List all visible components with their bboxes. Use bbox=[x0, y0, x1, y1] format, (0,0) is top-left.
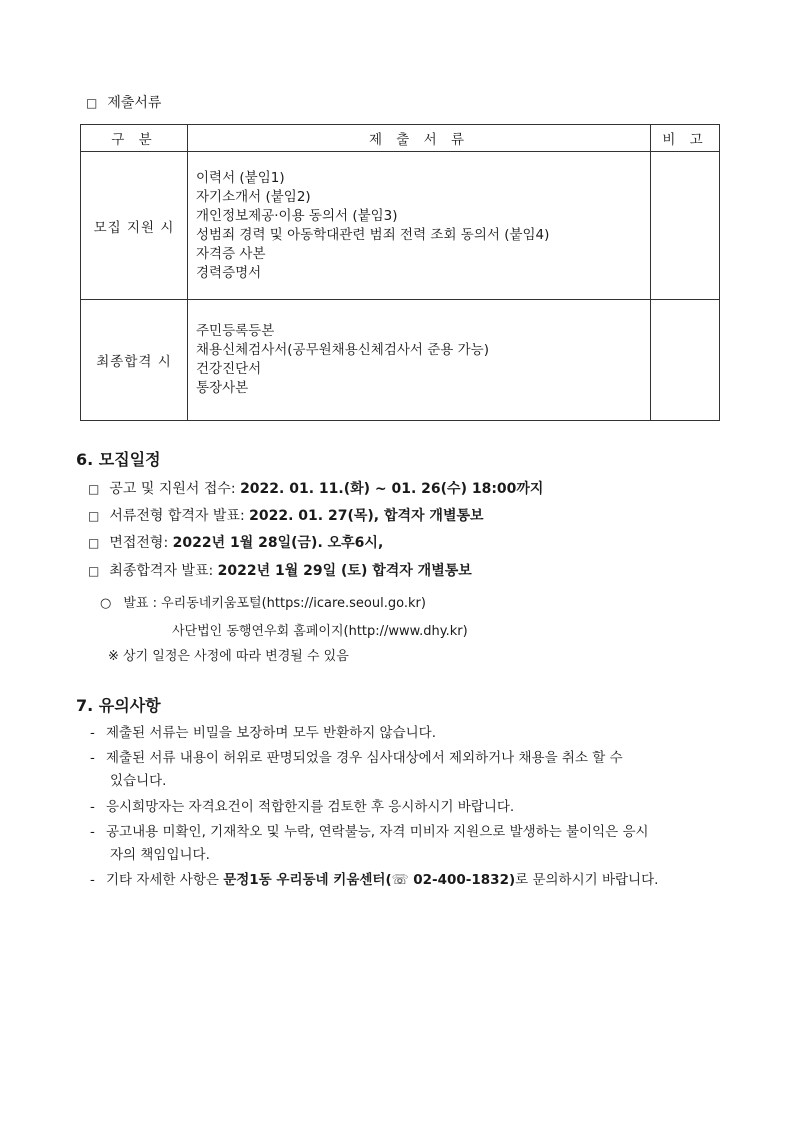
row-items bbox=[188, 300, 651, 421]
caution-text-continued: 자의 책임입니다. bbox=[110, 847, 210, 863]
schedule-label: 최종합격자 발표: bbox=[109, 563, 218, 579]
announcement-text: 발표 : 우리동네키움포털(https://icare.seoul.go.kr) bbox=[123, 596, 426, 611]
caution-text-continued: 있습니다. bbox=[110, 773, 167, 789]
center-name: 문정1동 우리동네 키움센터( bbox=[223, 872, 392, 888]
announcement-second: 사단법인 동행연우회 홈페이지(http://www.dhy.kr) bbox=[172, 624, 468, 639]
dash-bullet: - bbox=[90, 872, 95, 888]
checkbox-square-icon: □ bbox=[88, 509, 100, 523]
schedule-item bbox=[88, 478, 543, 498]
dash-bullet: - bbox=[90, 750, 95, 766]
list-item: 건강진단서 bbox=[196, 361, 262, 377]
circle-bullet-icon: ○ bbox=[100, 596, 112, 611]
phone-icon: ☏ bbox=[391, 872, 409, 888]
caution-text: 로 문의하시기 바랍니다. bbox=[515, 872, 659, 888]
schedule-item bbox=[88, 532, 383, 552]
dash-bullet: - bbox=[90, 725, 95, 741]
documents-table bbox=[80, 124, 720, 421]
schedule-item bbox=[88, 505, 484, 525]
caution-item-contact bbox=[90, 869, 730, 892]
schedule-value: 2022. 01. 27(목), 합격자 개별통보 bbox=[249, 508, 484, 524]
cautions-title: 7. 유의사항 bbox=[76, 696, 161, 715]
caution-item bbox=[90, 747, 730, 793]
checkbox-square-icon: □ bbox=[88, 482, 100, 496]
caution-item bbox=[90, 796, 730, 819]
checkbox-square-icon: □ bbox=[86, 96, 98, 110]
schedule-value: 2022년 1월 28일(금). 오후6시, bbox=[172, 535, 384, 551]
list-item: 성범죄 경력 및 아동학대관련 범죄 전력 조회 동의서 (붙임4) bbox=[196, 226, 550, 243]
schedule-label: 면접전형: bbox=[109, 535, 173, 551]
schedule-title: 6. 모집일정 bbox=[76, 450, 161, 469]
phone-number: 02-400-1832) bbox=[408, 872, 516, 888]
list-item: 자격증 사본 bbox=[196, 245, 266, 262]
list-item: 이력서 (붙임1) bbox=[196, 169, 285, 186]
dash-bullet: - bbox=[90, 824, 95, 840]
schedule-item bbox=[88, 560, 472, 580]
caution-text: 제출된 서류는 비밀을 보장하며 모두 반환하지 않습니다. bbox=[106, 725, 436, 741]
caution-item bbox=[90, 722, 730, 745]
row-items bbox=[188, 152, 651, 300]
schedule-label: 공고 및 지원서 접수: bbox=[109, 481, 241, 497]
schedule-value: 2022. 01. 11.(화) ~ 01. 26(수) 18:00까지 bbox=[240, 481, 544, 497]
docs-heading-text: 제출서류 bbox=[107, 95, 162, 111]
list-item: 개인정보제공·이용 동의서 (붙임3) bbox=[196, 207, 398, 224]
list-item: 주민등록등본 bbox=[196, 323, 275, 339]
checkbox-square-icon: □ bbox=[88, 564, 100, 578]
table-row bbox=[81, 300, 720, 421]
dash-bullet: - bbox=[90, 799, 95, 815]
checkbox-square-icon: □ bbox=[88, 536, 100, 550]
table-header-row bbox=[81, 125, 720, 152]
header-remarks: 비 고 bbox=[651, 125, 720, 152]
schedule-label: 서류전형 합격자 발표: bbox=[109, 508, 250, 524]
list-item: 자기소개서 (붙임2) bbox=[196, 188, 311, 205]
table-row bbox=[81, 152, 720, 300]
row-remarks bbox=[651, 300, 720, 421]
caution-text: 응시희망자는 자격요건이 적합한지를 검토한 후 응시하시기 바랍니다. bbox=[106, 799, 515, 815]
schedule-value: 2022년 1월 29일 (토) 합격자 개별통보 bbox=[217, 563, 472, 579]
row-category: 최종합격 시 bbox=[81, 300, 188, 421]
header-documents: 제 출 서 류 bbox=[188, 125, 651, 152]
caution-item bbox=[90, 821, 730, 867]
list-item: 채용신체검사서(공무원채용신체검사서 준용 가능) bbox=[196, 342, 489, 358]
schedule-notice: ※ 상기 일정은 사정에 따라 변경될 수 있음 bbox=[108, 649, 349, 664]
caution-text: 공고내용 미확인, 기재착오 및 누락, 연락불능, 자격 미비자 지원으로 발생하는 불이익은 응시 bbox=[106, 824, 649, 840]
caution-text: 제출된 서류 내용이 허위로 판명되었을 경우 심사대상에서 제외하거나 채용을 취소 할 수 bbox=[106, 750, 623, 766]
row-remarks bbox=[651, 152, 720, 300]
row-category: 모집 지원 시 bbox=[81, 152, 188, 300]
announcement bbox=[100, 592, 426, 611]
list-item: 경력증명서 bbox=[196, 264, 262, 281]
caution-text: 기타 자세한 사항은 bbox=[106, 872, 224, 888]
docs-heading bbox=[86, 92, 161, 112]
list-item: 통장사본 bbox=[196, 380, 249, 396]
header-category: 구 분 bbox=[81, 125, 188, 152]
